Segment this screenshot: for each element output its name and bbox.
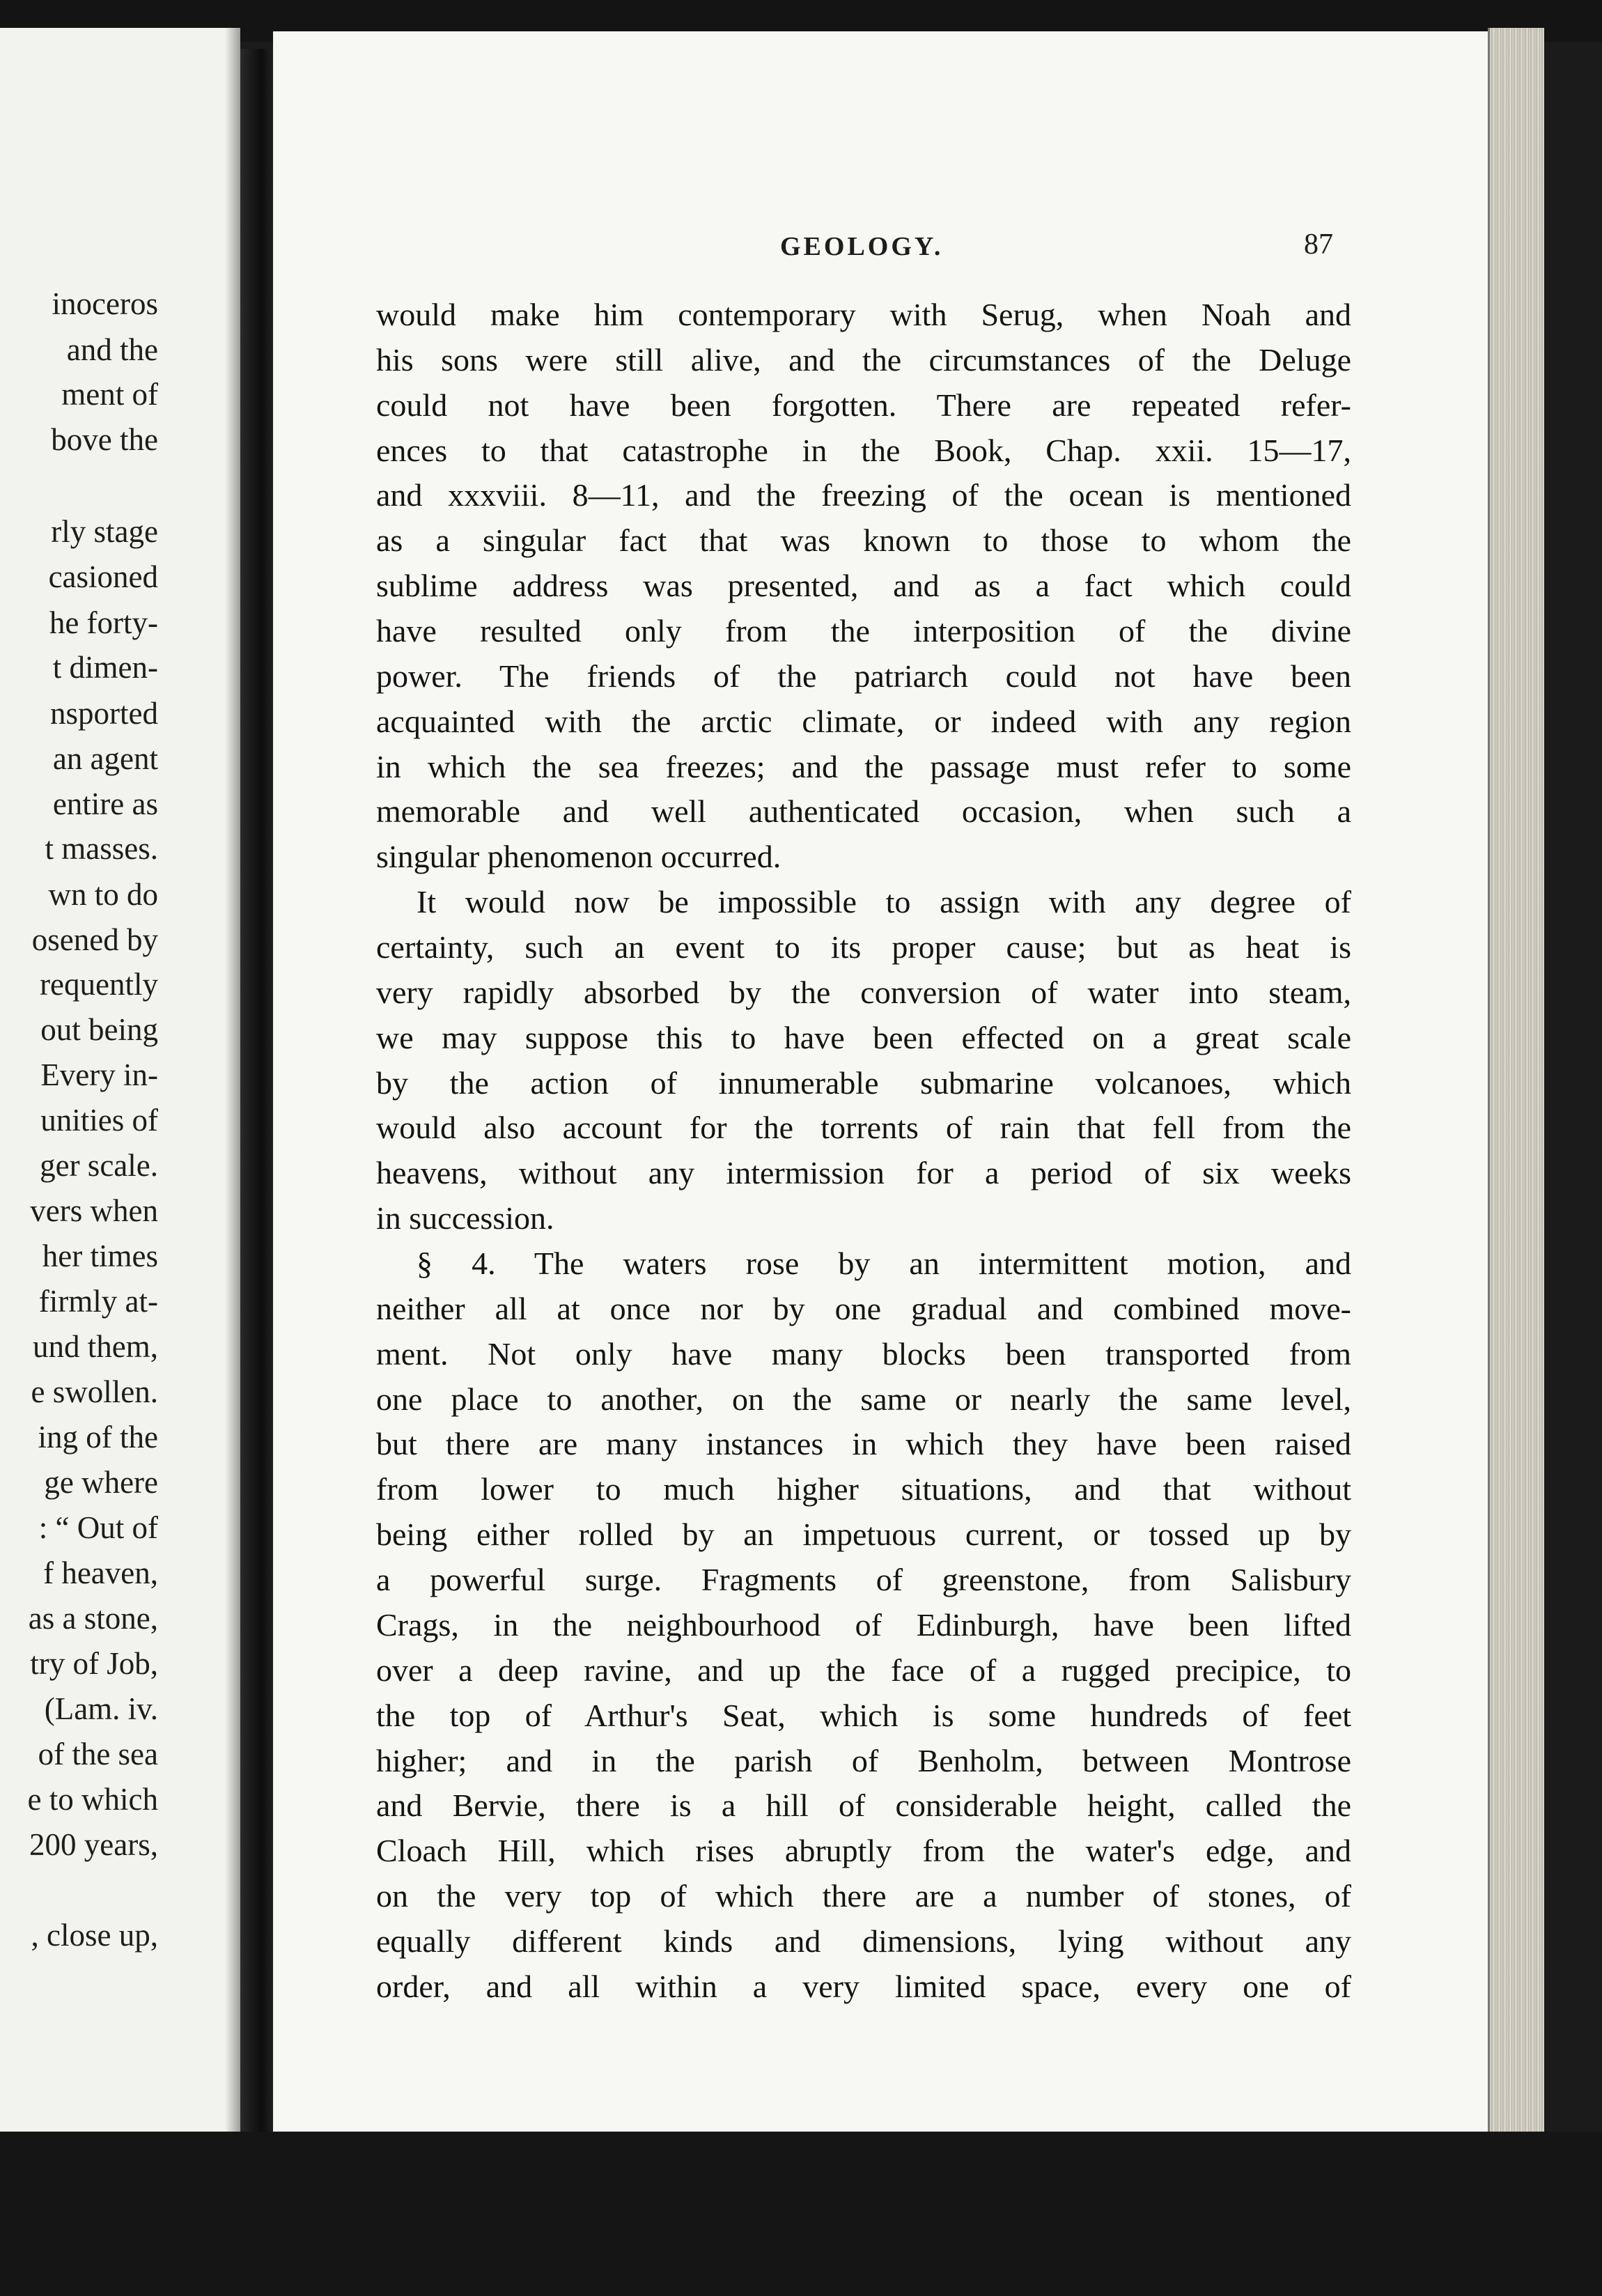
facing-page-line: an agent [52, 741, 158, 776]
text-line: and Bervie, there is a hill of considerable height, called the [376, 1787, 1351, 1824]
facing-page-line: ger scale. [40, 1148, 158, 1183]
text-line: being either rolled by an impetuous current, or tossed up by [376, 1517, 1351, 1553]
facing-page-line: as a stone, [28, 1601, 158, 1636]
running-head: GEOLOGY. [780, 232, 944, 261]
text-line: would also account for the torrents of rain that fell from the [376, 1110, 1351, 1146]
text-line: ment. Not only have many blocks been transported from [376, 1335, 1351, 1372]
facing-page-line: rly stage [51, 514, 158, 549]
text-line: neither all at once nor by one gradual and combined move- [376, 1290, 1351, 1326]
text-line: heavens, without any intermission for a period of six weeks [376, 1155, 1351, 1191]
scan-frame-bottom [0, 2132, 1602, 2296]
facing-page-line: e swollen. [31, 1374, 158, 1409]
text-line: § 4. The waters rose by an intermittent motion, and [417, 1246, 1351, 1282]
text-line: in succession. [376, 1200, 554, 1236]
facing-page-line: and the [66, 332, 158, 367]
page-number: 87 [1304, 228, 1333, 261]
facing-page-line: her times [42, 1239, 158, 1273]
text-line: would make him contemporary with Serug, when Noah and [376, 297, 1351, 332]
text-line: order, and all within a very limited space, every one of [376, 1968, 1351, 2004]
facing-page-line: he forty- [49, 605, 158, 640]
facing-page-line: try of Job, [30, 1646, 158, 1681]
facing-page-line: vers when [30, 1193, 158, 1228]
facing-page-line: e to which [27, 1782, 158, 1817]
text-line: singular phenomenon occurred. [376, 839, 781, 875]
facing-page-line: f heaven, [43, 1556, 158, 1590]
text-line: but there are many instances in which they have been raised [376, 1426, 1351, 1462]
text-line: sublime address was presented, and as a fact which could [376, 568, 1351, 604]
facing-page-line: osened by [31, 922, 158, 957]
facing-page-line: t dimen- [52, 650, 158, 685]
facing-page-line: wn to do [48, 877, 158, 912]
text-line: over a deep ravine, and up the face of a rugged precipice, to [376, 1652, 1351, 1688]
text-line: equally different kinds and dimensions, lying without any [376, 1923, 1351, 1959]
facing-page-line: : “ Out of [38, 1510, 158, 1545]
facing-page-line: t masses. [45, 831, 158, 866]
text-line: a powerful surge. Fragments of greenstone, from Salisbury [376, 1562, 1351, 1598]
text-line: on the very top of which there are a number of stones, of [376, 1878, 1351, 1914]
facing-page-line: ing of the [38, 1420, 158, 1455]
book-spine [240, 49, 275, 2139]
facing-page-line: of the sea [38, 1737, 158, 1771]
facing-page-line: , close up, [31, 1918, 158, 1953]
text-line: acquainted with the arctic climate, or indeed with any region [376, 703, 1351, 739]
text-line: by the action of innumerable submarine volcanoes, which [376, 1064, 1351, 1101]
text-line: memorable and well authenticated occasion, when such a [376, 793, 1351, 830]
text-line: in which the sea freezes; and the passage must refer to some [376, 748, 1351, 784]
text-line: the top of Arthur's Seat, which is some hundreds of feet [376, 1697, 1351, 1733]
facing-page-line: unities of [40, 1103, 158, 1138]
facing-page-left [0, 28, 240, 2139]
text-line: certainty, such an event to its proper cause; but as heat is [376, 929, 1351, 965]
facing-page-line: Every in- [40, 1057, 158, 1092]
text-line: and xxxviii. 8—11, and the freezing of the ocean is mentioned [376, 477, 1351, 513]
facing-page-line: nsported [50, 696, 158, 731]
text-line: ences to that catastrophe in the Book, Chap. xxii. 15—17, [376, 432, 1351, 468]
text-line: It would now be impossible to assign with any degree of [417, 884, 1351, 920]
text-line: power. The friends of the patriarch could not have been [376, 658, 1351, 694]
text-line: we may suppose this to have been effected on a great scale [376, 1019, 1351, 1055]
facing-page-line: ment of [61, 377, 158, 412]
facing-page-line: casioned [48, 559, 158, 594]
text-line: from lower to much higher situations, and that without [376, 1471, 1351, 1507]
text-line: one place to another, on the same or nearly the same level, [376, 1381, 1351, 1417]
page-edge-stack [1488, 28, 1544, 2139]
text-line: Crags, in the neighbourhood of Edinburgh, have been lifted [376, 1606, 1351, 1643]
text-line: as a singular fact that was known to those to whom the [376, 522, 1351, 559]
facing-page-line: (Lam. iv. [44, 1691, 158, 1726]
text-line: have resulted only from the interposition of the divine [376, 613, 1351, 649]
text-line: could not have been forgotten. There are repeated refer- [376, 387, 1351, 423]
facing-page-line: entire as [52, 786, 158, 821]
text-line: Cloach Hill, which rises abruptly from the water's edge, and [376, 1833, 1351, 1869]
facing-page-line: ge where [44, 1465, 158, 1500]
text-line: his sons were still alive, and the circumstances of the Deluge [376, 341, 1351, 378]
facing-page-line: 200 years, [29, 1827, 158, 1862]
facing-page-line: und them, [33, 1329, 158, 1364]
facing-page-line: firmly at- [38, 1284, 158, 1319]
text-line: very rapidly absorbed by the conversion of water into steam, [376, 974, 1351, 1010]
facing-page-line: out being [40, 1012, 158, 1047]
text-line: higher; and in the parish of Benholm, between Montrose [376, 1742, 1351, 1778]
gutter-shadow [225, 28, 240, 2139]
facing-page-line: requently [40, 967, 158, 1002]
body-text [376, 293, 1351, 2010]
facing-page-line: bove the [51, 422, 158, 457]
facing-page-line: inoceros [52, 286, 158, 321]
